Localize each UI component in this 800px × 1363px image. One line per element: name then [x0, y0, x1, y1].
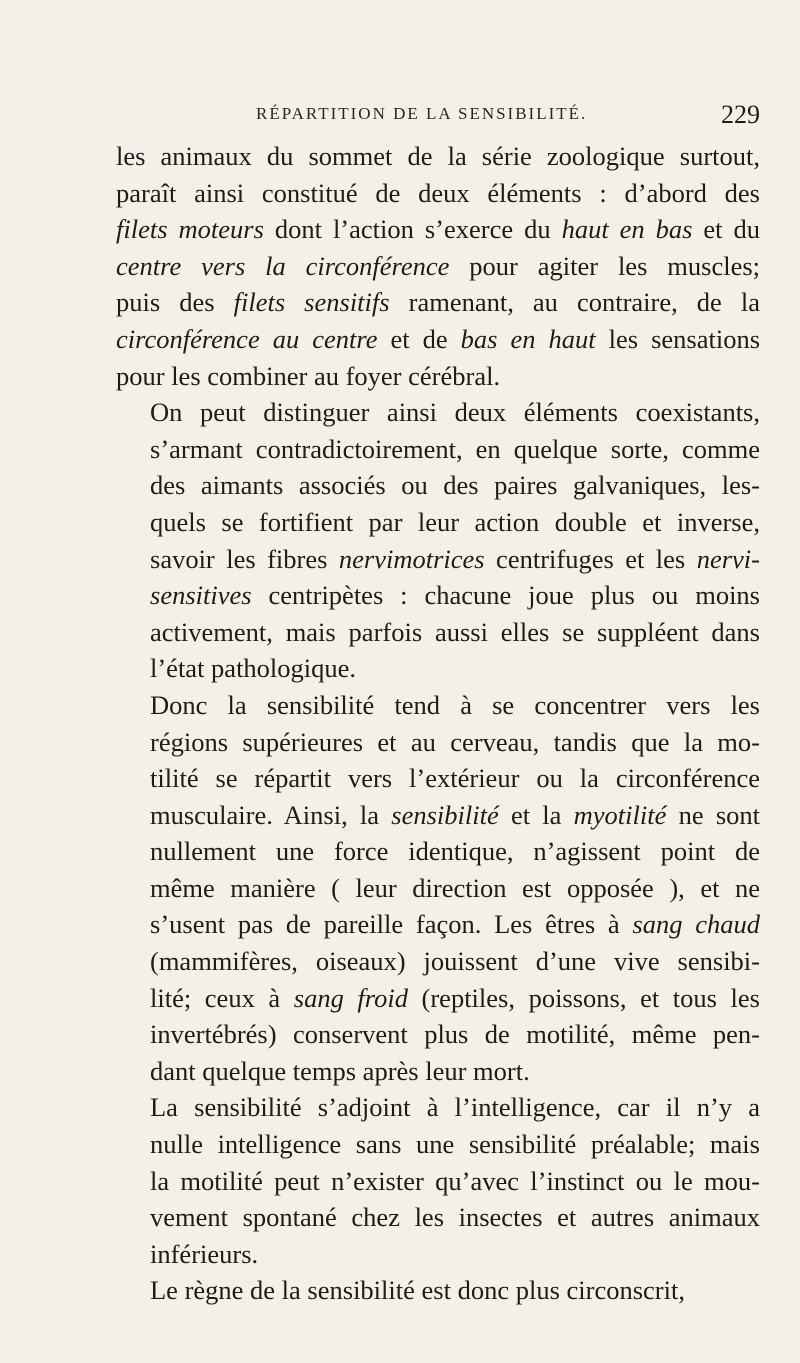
text-run: tilité se répartit vers l’extérieur ou la circonférence — [150, 763, 760, 794]
text-run: l’état pathologique. — [150, 653, 357, 684]
text-line — [116, 980, 760, 1017]
italic-text: haut en bas — [561, 214, 693, 245]
text-run: La sensibilité s’adjoint à l’intelligence, car il n’y a — [150, 1092, 760, 1123]
italic-text: nervimotrices — [338, 543, 485, 574]
text-run: des aimants associés ou des paires galvaniques, les- — [150, 470, 760, 501]
text-line — [116, 431, 760, 468]
text-run: et la — [498, 799, 574, 830]
text-line — [116, 175, 760, 212]
text-line — [116, 797, 760, 834]
text-run: pour les combiner au foyer cérébral. — [116, 360, 501, 391]
text-line — [116, 650, 760, 687]
paragraph — [116, 687, 760, 1090]
text-line — [116, 321, 760, 358]
italic-text: bas en haut — [460, 323, 596, 354]
text-line — [116, 211, 760, 248]
paragraph — [116, 1089, 760, 1272]
text-run: et de — [377, 323, 461, 354]
text-line — [116, 1089, 760, 1126]
text-run: ramenant, au contraire, de la — [389, 287, 760, 318]
text-run: la motilité peut n’exister qu’avec l’instinct ou le mou- — [150, 1165, 760, 1196]
text-run: savoir les fibres — [150, 543, 339, 574]
paragraph — [116, 1272, 760, 1309]
italic-text: filets moteurs — [116, 214, 264, 245]
italic-text: sang chaud — [632, 909, 761, 940]
running-title: RÉPARTITION DE LA SENSIBILITÉ. — [256, 104, 588, 123]
text-line — [116, 358, 760, 395]
paragraph — [116, 394, 760, 687]
text-run: s’armant contradictoirement, en quelque sorte, comme — [150, 433, 760, 464]
text-line — [116, 760, 760, 797]
text-line — [116, 284, 760, 321]
text-run: nulle intelligence sans une sensibilité préalable; mais — [150, 1129, 760, 1160]
text-run: activement, mais parfois aussi elles se suppléent dans — [150, 616, 760, 647]
text-line — [116, 870, 760, 907]
paragraph — [116, 138, 760, 394]
text-run: centripètes : chacune joue plus ou moins — [251, 580, 760, 611]
italic-text: sang froid — [293, 982, 408, 1013]
italic-text: nervi- — [696, 543, 760, 574]
text-run: régions supérieures et au cerveau, tandis que la mo- — [150, 726, 760, 757]
text-line — [116, 1236, 760, 1273]
italic-text: circonférence au centre — [116, 323, 378, 354]
italic-text: myotilité — [573, 799, 667, 830]
text-run: les animaux du sommet de la série zoologique surtout, — [116, 141, 760, 171]
page-header — [116, 100, 760, 130]
text-line — [116, 1199, 760, 1236]
body-text — [116, 138, 760, 1309]
text-run: On peut distinguer ainsi deux éléments coexistants, — [150, 397, 760, 428]
text-line — [116, 833, 760, 870]
text-run: centrifuges et les — [484, 543, 697, 574]
text-run: et du — [692, 214, 761, 245]
text-run: Donc la sensibilité tend à se concentrer vers les — [150, 689, 760, 720]
text-run: (mammifères, oiseaux) jouissent d’une vive sensibi- — [150, 946, 760, 977]
text-run: nullement une force identique, n’agissent point de — [150, 836, 760, 867]
text-run: invertébrés) conservent plus de motilité, même pen- — [150, 1019, 760, 1050]
text-line — [116, 687, 760, 724]
text-run: (reptiles, poissons, et tous les — [407, 982, 760, 1013]
text-run: vement spontané chez les insectes et autres animaux — [150, 1202, 760, 1233]
text-line — [116, 1272, 760, 1309]
text-run: puis des — [116, 287, 234, 318]
text-run: musculaire. Ainsi, la — [150, 799, 392, 830]
text-line — [116, 724, 760, 761]
text-line — [116, 614, 760, 651]
text-run: pour agiter les muscles; — [449, 250, 761, 281]
text-line — [116, 138, 760, 175]
text-run: même manière ( leur direction est opposée ), et ne — [150, 872, 760, 903]
text-line — [116, 577, 760, 614]
text-run: dont l’action s’exerce du — [263, 214, 562, 245]
text-run: inférieurs. — [150, 1238, 259, 1269]
text-line — [116, 504, 760, 541]
text-run: quels se fortifient par leur action double et inverse, — [150, 506, 760, 537]
text-line — [116, 467, 760, 504]
text-line — [116, 1126, 760, 1163]
text-run: paraît ainsi constitué de deux éléments : d’abord des — [116, 177, 760, 208]
text-line — [116, 1016, 760, 1053]
page-number: 229 — [721, 100, 760, 129]
text-run: ne sont — [666, 799, 760, 830]
text-line — [116, 1053, 760, 1090]
text-run: dant quelque temps après leur mort. — [150, 1055, 530, 1086]
text-run: les sensations — [595, 323, 761, 354]
text-run: Le règne de la sensibilité est donc plus circonscrit, — [150, 1275, 685, 1306]
text-run: s’usent pas de pareille façon. Les êtres à — [150, 909, 633, 940]
italic-text: centre vers la circonférence — [116, 250, 450, 281]
text-line — [116, 943, 760, 980]
text-line — [116, 394, 760, 431]
text-line — [116, 906, 760, 943]
italic-text: sensitives — [150, 580, 252, 611]
text-run: lité; ceux à — [150, 982, 294, 1013]
text-line — [116, 248, 760, 285]
text-line — [116, 541, 760, 578]
italic-text: filets sensitifs — [233, 287, 390, 318]
italic-text: sensibilité — [391, 799, 499, 830]
text-line — [116, 1163, 760, 1200]
